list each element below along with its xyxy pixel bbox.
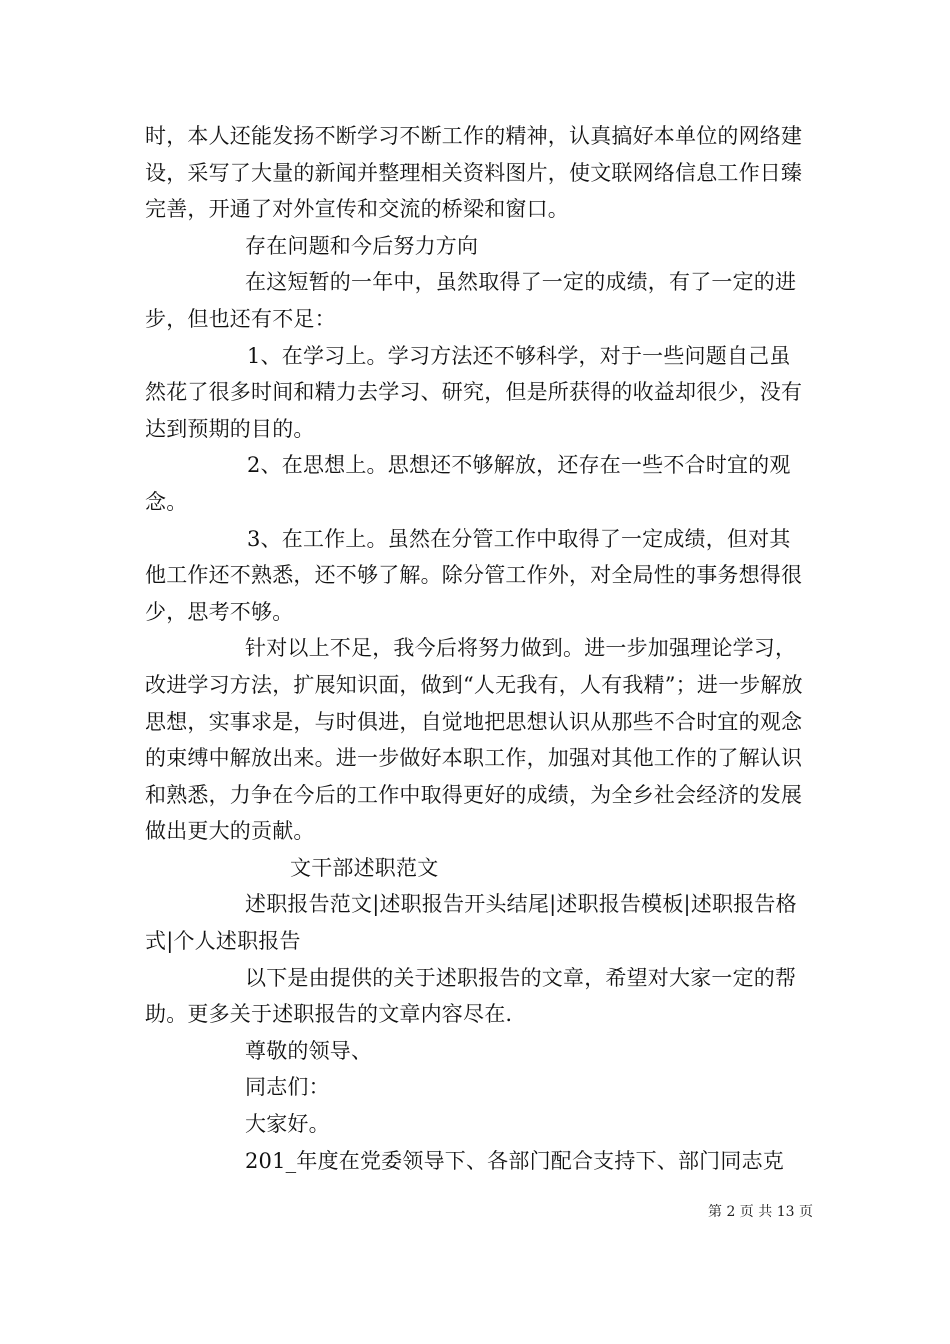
paragraph-network-work: 时，本人还能发扬不断学习不断工作的精神，认真搞好本单位的网络建设，采写了大量的新闻并整理相关资料图片，使文联网络信息工作日臻完善，开通了对外宣传和交流的桥梁和窗口。 bbox=[145, 124, 803, 222]
document-body bbox=[145, 118, 810, 1179]
greeting: 大家好。 bbox=[245, 1112, 330, 1137]
paragraph-year-summary: 201_年度在党委领导下、各部门配合支持下、部门同志克 bbox=[245, 1148, 784, 1173]
paragraph-introduction: 以下是由提供的关于述职报告的文章，希望对大家一定的帮助。更多关于述职报告的文章内容尽在. bbox=[145, 965, 797, 1027]
paragraph-related-links: 述职报告范文|述职报告开头结尾|述职报告模板|述职报告格式|个人述职报告 bbox=[145, 892, 797, 954]
paragraph-improvement-plan: 针对以上不足，我今后将努力做到。进一步加强理论学习，改进学习方法，扩展知识面，做到“人无我有，人有我精”；进一步解放思想，实事求是，与时俱进，自觉地把思想认识从那些不合时宜的观念的束缚中解放出来。进一步做好本职工作，加强对其他工作的了解认识和熟悉，力争在今后的工作中取得更好的成绩，为全乡社会经济的发展做出更大的贡献。 bbox=[145, 636, 803, 844]
salutation-comrades: 同志们： bbox=[245, 1075, 330, 1100]
list-item-study: 1、在学习上。学习方法还不够科学，对于一些问题自己虽然花了很多时间和精力去学习、研究，但是所获得的收益却很少，没有达到预期的目的。 bbox=[145, 343, 803, 441]
list-item-thinking: 2、在思想上。思想还不够解放，还存在一些不合时宜的观念。 bbox=[145, 453, 791, 514]
section-title-report-sample: 文干部述职范文 bbox=[290, 855, 439, 880]
paragraph-shortcomings-intro: 在这短暂的一年中，虽然取得了一定的成绩，有了一定的进步，但也还有不足： bbox=[145, 270, 797, 331]
list-item-work: 3、在工作上。虽然在分管工作中取得了一定成绩，但对其他工作还不熟悉，还不够了解。除分管工作外，对全局性的事务想得很少，思考不够。 bbox=[145, 526, 803, 624]
salutation-leaders: 尊敬的领导、 bbox=[245, 1038, 373, 1063]
section-heading-problems: 存在问题和今后努力方向 bbox=[245, 233, 479, 258]
page-number-footer: 第 2 页 共 13 页 bbox=[708, 1204, 813, 1220]
